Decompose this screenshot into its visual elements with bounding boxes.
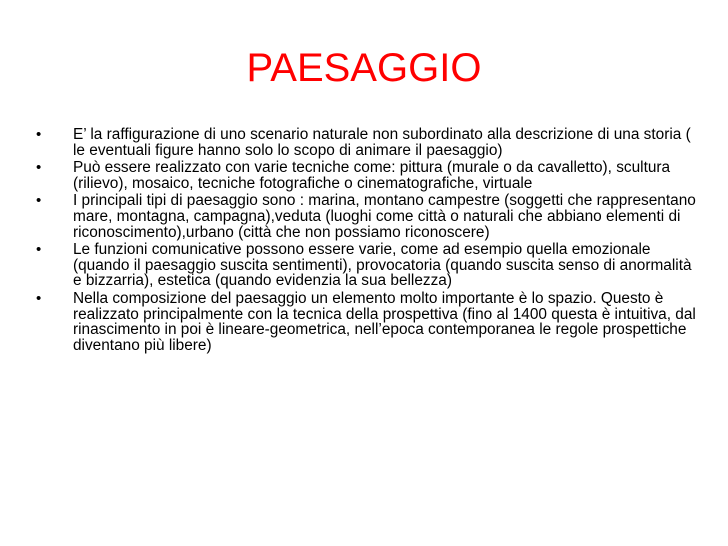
bullet-item — [36, 242, 696, 289]
bullet-icon: • — [36, 192, 42, 210]
bullet-icon: • — [36, 241, 42, 259]
bullet-icon: • — [36, 289, 42, 307]
bullet-text: Può essere realizzato con varie tecniche come: pittura (murale o da cavalletto), scultura (rilievo), mosaico, tecniche fotografiche o cinematografiche, virtuale — [73, 159, 671, 192]
bullet-item — [36, 127, 696, 158]
bullet-item — [36, 193, 696, 240]
bullet-text: I principali tipi di paesaggio sono : marina, montano campestre (soggetti che rappresentano mare, montagna, campagna),veduta (luoghi come città o naturali che abbiano elementi di riconoscimento),urbano (città che non possiamo riconoscere) — [73, 192, 696, 241]
bullet-list — [36, 127, 696, 355]
bullet-icon: • — [36, 159, 42, 177]
bullet-item — [36, 160, 696, 191]
bullet-icon: • — [36, 126, 42, 143]
slide-title: PAESAGGIO — [246, 46, 482, 90]
bullet-text: Nella composizione del paesaggio un elemento molto importante è lo spazio. Questo è realizzato principalmente con la tecnica della prospettiva (fino al 1400 questa è intuitiva, dal rinascimento in poi è lineare-geometrica, nell’epoca contemporanea le regole prospettiche diventano più libere) — [73, 289, 696, 354]
bullet-item — [36, 291, 696, 353]
bullet-text: Le funzioni comunicative possono essere varie, come ad esempio quella emozionale (quando il paesaggio suscita sentimenti), provocatoria (quando suscita senso di anormalità e bizzarria), estetica (quando evidenzia la sua bellezza) — [73, 241, 692, 290]
bullet-text: E’ la raffigurazione di uno scenario naturale non subordinato alla descrizione di una storia ( le eventuali figure hanno solo lo scopo di animare il paesaggio) — [73, 126, 691, 159]
